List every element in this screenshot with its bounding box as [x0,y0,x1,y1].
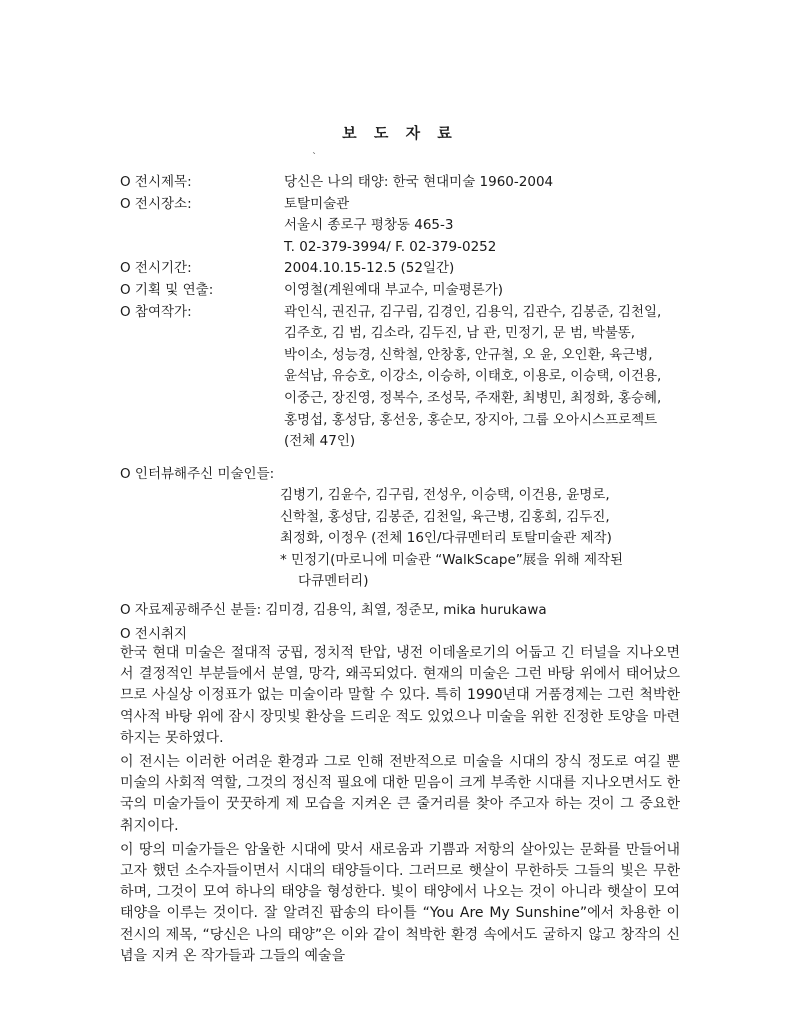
interviewees-label: O 인터뷰해주신 미술인들: [120,466,275,482]
exhibition-info [120,172,700,453]
interviewee-note: * 민정기(마로니에 미술관 “WalkScape”展을 위해 제작된 [280,551,624,568]
field-value [284,194,700,259]
artist-list [284,302,700,453]
field-label: O 전시장소: [120,195,192,212]
materials-provided: O 자료제공해주신 분들: 김미경, 김용익, 최열, 정준모, mika hurukawa [120,602,547,618]
interviewee-note-cont: 다큐멘터리) [298,573,369,590]
interviewee-line: 김병기, 김윤수, 김구림, 전성우, 이승택, 이건용, 윤명로, [280,487,610,504]
artist-line: 윤석남, 유승호, 이강소, 이승하, 이태호, 이용로, 이승택, 이건용, [284,368,662,385]
field-label: O 참여작가: [120,303,192,320]
paragraph: 이 땅의 미술가들은 암울한 시대에 맞서 새로움과 기쁨과 저항의 살아있는 문화를 만들어내고자 했던 소수자들이면서 시대의 태양들이다. 그러므로 햇살이 무한하듯 그들의 빛은 무한하며, 그것이 모여 하나의 태양을 형성한다. 빛이 태양에서 나오는 것이 아니라 햇살이 모여 태양을 이루는 것이다. 잘 알려진 팝송의 타이틀 “You Are My Sunshine”에서 차용한 이 전시의 제목, “당신은 나의 태양”은 이와 같이 척박한 환경 속에서도 굴하지 않고 창작의 신념을 지켜 온 작가들과 그들의 예술을 [120,841,680,964]
page-title: 보 도 자 료 [342,124,458,142]
interviewee-line: 신학철, 홍성담, 김봉준, 김천일, 육근병, 김홍희, 김두진, [280,508,610,525]
artist-line: 홍명섭, 홍성담, 홍선웅, 홍순모, 장지아, 그룹 오아시스프로젝트 [284,411,658,428]
field-label: O 기획 및 연출: [120,281,214,298]
field-value: 2004.10.15-12.5 (52일간) [284,260,455,277]
field-value: 이영철(계원예대 부교수, 미술평론가) [284,281,504,298]
field-label: O 전시제목: [120,174,192,190]
field-venue [120,194,700,259]
field-period [120,258,700,280]
venue-name: 토탈미술관 [284,195,350,212]
artist-total: (전체 47인) [284,433,356,450]
venue-address: 서울시 종로구 평창동 465-3 [284,217,454,234]
artist-line: 이중근, 장진영, 정복수, 조성묵, 주재환, 최병민, 최정화, 홍승혜, [284,389,662,406]
field-exhibition-title [120,172,700,194]
field-artists [120,302,700,453]
field-label: O 전시기간: [120,260,192,277]
artist-line: 곽인식, 권진규, 김구림, 김경인, 김용익, 김관수, 김봉준, 김천일, [284,303,662,320]
field-value: 당신은 나의 태양: 한국 현대미술 1960-2004 [284,174,554,190]
artist-line: 박이소, 성능경, 신학철, 안창홍, 안규철, 오 윤, 오인환, 육근병, [284,346,653,363]
paragraph: 이 전시는 이러한 어려운 환경과 그로 인해 전반적으로 미술을 시대의 장식 정도로 여길 뿐 미술의 사회적 역할, 그것의 정신적 필요에 대한 믿음이 크게 부족한 시대를 지나오면서도 한국의 미술가들이 꿋꿋하게 제 모습을 지켜온 큰 줄거리를 찾아 주고자 하는 것이 그 중요한 취지이다. [120,754,680,834]
venue-phone: T. 02-379-3994/ F. 02-379-0252 [284,238,497,255]
artist-line: 김주호, 김 범, 김소라, 김두진, 남 관, 민정기, 문 범, 박불똥, [284,325,636,342]
purpose-body [120,643,680,970]
interviewees-section [120,464,700,592]
field-curator [120,280,700,302]
stray-mark: ` [312,152,317,163]
paragraph: 한국 현대 미술은 절대적 궁핍, 정치적 탄압, 냉전 이데올로기의 어둡고 긴 터널을 지나오면서 결정적인 부분들에서 분열, 망각, 왜곡되었다. 현재의 미술은 그런 바탕 위에서 태어났으므로 사실상 이정표가 없는 미술이라 말할 수 있다. 특히 1990년대 거품경제는 그런 척박한 역사적 바탕 위에 잠시 장밋빛 환상을 드리운 적도 있었으나 미술을 위한 진정한 토양을 마련하지는 못하였다. [120,645,680,746]
interviewee-line: 최정화, 이정우 (전체 16인/다큐멘터리 토탈미술관 제작) [280,530,612,547]
purpose-label: O 전시취지 [120,626,188,642]
